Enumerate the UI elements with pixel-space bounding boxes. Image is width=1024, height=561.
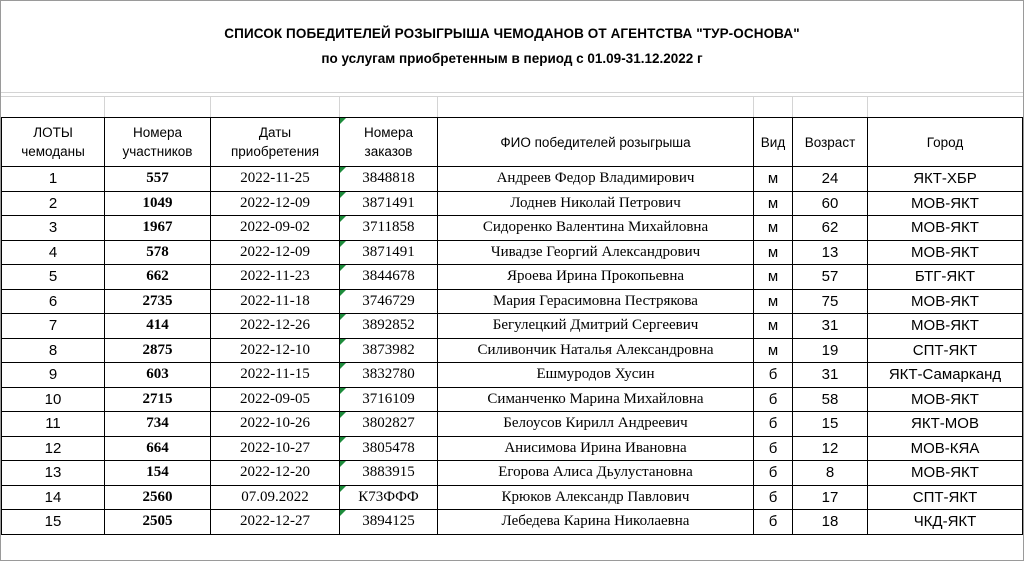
header-date-line1: Даты: [258, 125, 292, 140]
cell-name: Бегулецкий Дмитрий Сергеевич: [438, 314, 754, 339]
cell-participant: 734: [105, 412, 211, 437]
cell-city: МОВ-ЯКТ: [868, 461, 1023, 486]
cell-participant: 154: [105, 461, 211, 486]
cell-date: 2022-12-20: [211, 461, 340, 486]
header-order-line2: заказов: [364, 144, 413, 159]
table-row: [2, 363, 1023, 388]
cell-city: ЯКТ-ХБР: [868, 167, 1023, 192]
cell-name: Анисимова Ирина Ивановна: [438, 436, 754, 461]
cell-age: 18: [793, 510, 868, 535]
table-row: [2, 436, 1023, 461]
cell-age: 57: [793, 265, 868, 290]
cell-lot: 10: [2, 387, 105, 412]
header-date: [211, 118, 340, 167]
grid-line: [1, 96, 1023, 97]
cell-age: 15: [793, 412, 868, 437]
cell-city: МОВ-ЯКТ: [868, 240, 1023, 265]
cell-lot: 2: [2, 191, 105, 216]
cell-order: 3716109: [340, 387, 438, 412]
table-row: [2, 289, 1023, 314]
cell-name: Ешмуродов Хусин: [438, 363, 754, 388]
cell-kind: б: [754, 412, 793, 437]
grid-line: [753, 96, 754, 118]
cell-lot: 1: [2, 167, 105, 192]
cell-date: 2022-11-15: [211, 363, 340, 388]
cell-age: 8: [793, 461, 868, 486]
document-title: СПИСОК ПОБЕДИТЕЛЕЙ РОЗЫГРЫША ЧЕМОДАНОВ ОТ АГЕНТСТВА "ТУР-ОСНОВА": [224, 26, 800, 41]
table-row: [2, 265, 1023, 290]
header-city: Город: [868, 118, 1023, 167]
cell-kind: б: [754, 436, 793, 461]
cell-name: Лоднев Николай Петрович: [438, 191, 754, 216]
cell-order: К73ФФФ: [340, 485, 438, 510]
header-row: [2, 118, 1023, 167]
cell-city: СПТ-ЯКТ: [868, 338, 1023, 363]
cell-kind: б: [754, 461, 793, 486]
cell-city: ЯКТ-МОВ: [868, 412, 1023, 437]
grid-line: [339, 96, 340, 118]
cell-date: 2022-12-09: [211, 191, 340, 216]
table-row: [2, 240, 1023, 265]
header-participant-line1: Номера: [132, 125, 183, 140]
cell-name: Мария Герасимовна Пестрякова: [438, 289, 754, 314]
header-participant-line2: участников: [122, 144, 193, 159]
cell-age: 31: [793, 363, 868, 388]
cell-date: 2022-09-05: [211, 387, 340, 412]
cell-city: МОВ-КЯА: [868, 436, 1023, 461]
cell-date: 2022-11-18: [211, 289, 340, 314]
document-subtitle: по услугам приобретенным в период с 01.09-31.12.2022 г: [321, 51, 703, 66]
cell-lot: 8: [2, 338, 105, 363]
cell-kind: м: [754, 216, 793, 241]
cell-order: 3883915: [340, 461, 438, 486]
cell-lot: 15: [2, 510, 105, 535]
cell-order: 3894125: [340, 510, 438, 535]
cell-lot: 9: [2, 363, 105, 388]
header-date-line2: приобретения: [230, 144, 319, 159]
grid-line: [1, 92, 1023, 93]
cell-age: 19: [793, 338, 868, 363]
header-lot-line2: чемоданы: [21, 144, 85, 159]
cell-lot: 13: [2, 461, 105, 486]
grid-line: [104, 96, 105, 118]
table-row: [2, 338, 1023, 363]
table-row: [2, 314, 1023, 339]
cell-date: 2022-12-10: [211, 338, 340, 363]
cell-age: 62: [793, 216, 868, 241]
table-row: [2, 510, 1023, 535]
cell-date: 07.09.2022: [211, 485, 340, 510]
cell-city: МОВ-ЯКТ: [868, 289, 1023, 314]
cell-city: МОВ-ЯКТ: [868, 314, 1023, 339]
cell-lot: 14: [2, 485, 105, 510]
cell-kind: б: [754, 363, 793, 388]
cell-city: ЯКТ-Самарканд: [868, 363, 1023, 388]
cell-date: 2022-12-26: [211, 314, 340, 339]
winners-table: [1, 117, 1023, 535]
cell-participant: 662: [105, 265, 211, 290]
cell-date: 2022-11-23: [211, 265, 340, 290]
cell-age: 60: [793, 191, 868, 216]
grid-line: [792, 96, 793, 118]
cell-name: Андреев Федор Владимирович: [438, 167, 754, 192]
cell-name: Крюков Александр Павлович: [438, 485, 754, 510]
cell-date: 2022-10-26: [211, 412, 340, 437]
cell-order: 3746729: [340, 289, 438, 314]
cell-age: 13: [793, 240, 868, 265]
cell-name: Егорова Алиса Дьулустановна: [438, 461, 754, 486]
cell-date: 2022-12-27: [211, 510, 340, 535]
cell-order: 3844678: [340, 265, 438, 290]
cell-kind: м: [754, 167, 793, 192]
cell-lot: 12: [2, 436, 105, 461]
cell-kind: м: [754, 289, 793, 314]
cell-date: 2022-12-09: [211, 240, 340, 265]
cell-order: 3802827: [340, 412, 438, 437]
cell-order: 3848818: [340, 167, 438, 192]
table-row: [2, 167, 1023, 192]
cell-participant: 1049: [105, 191, 211, 216]
cell-order: 3871491: [340, 240, 438, 265]
header-lot: [2, 118, 105, 167]
header-age: Возраст: [793, 118, 868, 167]
cell-name: Белоусов Кирилл Андреевич: [438, 412, 754, 437]
grid-line: [867, 96, 868, 118]
cell-order: 3805478: [340, 436, 438, 461]
cell-lot: 4: [2, 240, 105, 265]
cell-order: 3892852: [340, 314, 438, 339]
cell-participant: 1967: [105, 216, 211, 241]
cell-name: Лебедева Карина Николаевна: [438, 510, 754, 535]
cell-participant: 414: [105, 314, 211, 339]
cell-city: МОВ-ЯКТ: [868, 387, 1023, 412]
cell-name: Яроева Ирина Прокопьевна: [438, 265, 754, 290]
cell-kind: м: [754, 338, 793, 363]
grid-line: [437, 96, 438, 118]
header-name: ФИО победителей розыгрыша: [438, 118, 754, 167]
table-row: [2, 412, 1023, 437]
cell-participant: 2560: [105, 485, 211, 510]
cell-participant: 603: [105, 363, 211, 388]
cell-kind: б: [754, 485, 793, 510]
header-order: [340, 118, 438, 167]
cell-order: 3873982: [340, 338, 438, 363]
cell-kind: м: [754, 265, 793, 290]
table-row: [2, 485, 1023, 510]
cell-age: 12: [793, 436, 868, 461]
cell-lot: 5: [2, 265, 105, 290]
table-row: [2, 216, 1023, 241]
cell-participant: 2735: [105, 289, 211, 314]
header-order-line1: Номера: [363, 125, 414, 140]
cell-participant: 2875: [105, 338, 211, 363]
cell-age: 75: [793, 289, 868, 314]
cell-city: МОВ-ЯКТ: [868, 216, 1023, 241]
cell-kind: м: [754, 314, 793, 339]
cell-city: СПТ-ЯКТ: [868, 485, 1023, 510]
header-lot-line1: ЛОТЫ: [33, 125, 73, 140]
cell-name: Симанченко Марина Михайловна: [438, 387, 754, 412]
grid-line: [210, 96, 211, 118]
header-participant: [105, 118, 211, 167]
cell-age: 24: [793, 167, 868, 192]
cell-name: Сидоренко Валентина Михайловна: [438, 216, 754, 241]
cell-kind: б: [754, 510, 793, 535]
cell-order: 3832780: [340, 363, 438, 388]
cell-name: Чивадзе Георгий Александрович: [438, 240, 754, 265]
cell-order: 3711858: [340, 216, 438, 241]
cell-lot: 11: [2, 412, 105, 437]
cell-lot: 6: [2, 289, 105, 314]
cell-age: 17: [793, 485, 868, 510]
cell-name: Силивончик Наталья Александровна: [438, 338, 754, 363]
cell-participant: 664: [105, 436, 211, 461]
cell-age: 31: [793, 314, 868, 339]
table-row: [2, 387, 1023, 412]
cell-kind: м: [754, 240, 793, 265]
cell-age: 58: [793, 387, 868, 412]
cell-city: МОВ-ЯКТ: [868, 191, 1023, 216]
cell-participant: 557: [105, 167, 211, 192]
cell-date: 2022-10-27: [211, 436, 340, 461]
cell-participant: 578: [105, 240, 211, 265]
cell-order: 3871491: [340, 191, 438, 216]
cell-lot: 7: [2, 314, 105, 339]
cell-city: ЧКД-ЯКТ: [868, 510, 1023, 535]
header-kind: Вид: [754, 118, 793, 167]
cell-participant: 2505: [105, 510, 211, 535]
table-row: [2, 191, 1023, 216]
cell-kind: б: [754, 387, 793, 412]
cell-date: 2022-11-25: [211, 167, 340, 192]
cell-date: 2022-09-02: [211, 216, 340, 241]
table-row: [2, 461, 1023, 486]
cell-kind: м: [754, 191, 793, 216]
cell-city: БТГ-ЯКТ: [868, 265, 1023, 290]
cell-participant: 2715: [105, 387, 211, 412]
cell-lot: 3: [2, 216, 105, 241]
